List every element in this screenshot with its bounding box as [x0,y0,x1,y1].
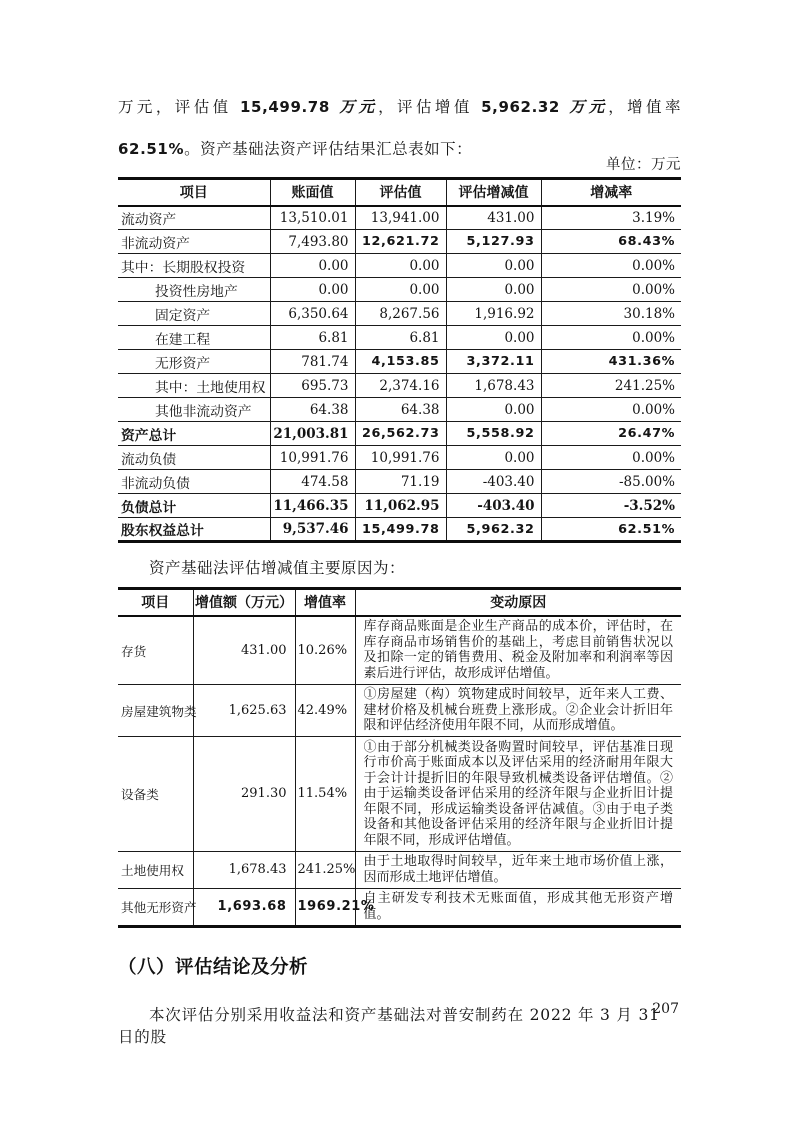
book-value-cell: 13,510.01 [270,206,355,230]
increase-rate-cell: 241.25% [295,851,355,888]
change-reasons-table [118,587,681,928]
increase-amount-cell: 431.00 [193,616,295,685]
change-rate-cell: 68.43% [541,230,681,254]
change-reason-cell: 自主研发专利技术无账面值，形成其他无形资产增值。 [355,888,681,926]
table-row [118,374,681,398]
item-cell: 非流动资产 [118,230,270,254]
change-rate-cell: 0.00% [541,398,681,422]
book-value-cell: 9,537.46 [270,518,355,542]
intro-segment: ，评估增值 [378,98,482,116]
book-value-cell: 11,466.35 [270,494,355,518]
book-value-cell: 0.00 [270,278,355,302]
change-rate-cell: 62.51% [541,518,681,542]
table-row [118,302,681,326]
assessed-value-cell: 12,621.72 [355,230,446,254]
change-value-cell: 5,127.93 [446,230,541,254]
table-row [118,446,681,470]
change-value-cell: 5,558.92 [446,422,541,446]
header-change-rate: 增减率 [541,179,681,206]
item-cell: 设备类 [118,737,193,852]
change-rate-cell: 0.00% [541,446,681,470]
assessed-value-cell: 0.00 [355,254,446,278]
book-value-cell: 0.00 [270,254,355,278]
change-value-cell: 0.00 [446,254,541,278]
change-reason-cell: ①房屋建（构）筑物建成时间较早，近年来人工费、建材价格及机械台班费上涨形成。②企业会计折旧年限和评估经济使用年限不同，从而形成增值。 [355,684,681,737]
increase-amount-cell: 291.30 [193,737,295,852]
item-cell: 流动负债 [118,446,270,470]
change-rate-cell: 431.36% [541,350,681,374]
intro-segment: 万元，评估值 [118,98,240,116]
assessed-value-cell: 13,941.00 [355,206,446,230]
change-value-cell: 1,678.43 [446,374,541,398]
item-cell: 股东权益总计 [118,518,270,542]
item-cell: 房屋建筑物类 [118,684,193,737]
change-reason-cell: 由于土地取得时间较早，近年来土地市场价值上涨，因而形成土地评估增值。 [355,851,681,888]
book-value-cell: 695.73 [270,374,355,398]
change-reasons-table-header [118,589,681,616]
table-row [118,470,681,494]
increase-rate-cell: 42.49% [295,684,355,737]
header-assessed-value: 评估值 [355,179,446,206]
increase-amount-cell: 1,625.63 [193,684,295,737]
reasons-intro: 资产基础法评估增减值主要原因为： [149,559,406,577]
change-value-cell: 0.00 [446,398,541,422]
header-increase-amount: 增值额（万元） [193,589,295,616]
table-row [118,684,681,737]
increase-amount-cell: 1,693.68 [193,888,295,926]
item-cell: 流动资产 [118,206,270,230]
intro-segment: 万元 [559,97,609,116]
change-value-cell: 5,962.32 [446,518,541,542]
table-row [118,230,681,254]
section-heading: （八）评估结论及分析 [118,956,309,978]
table-row [118,737,681,852]
book-value-cell: 21,003.81 [270,422,355,446]
asset-summary-table [118,177,681,543]
change-rate-cell: 0.00% [541,326,681,350]
assessed-value-cell: 8,267.56 [355,302,446,326]
intro-segment: 万元 [329,97,379,116]
book-value-cell: 474.58 [270,470,355,494]
table-row [118,494,681,518]
intro-segment: 15,499.78 [240,98,330,116]
change-rate-cell: 3.19% [541,206,681,230]
header-item: 项目 [118,589,193,616]
change-rate-cell: 26.47% [541,422,681,446]
book-value-cell: 64.38 [270,398,355,422]
page-content [118,0,681,1047]
change-value-cell: 0.00 [446,326,541,350]
intro-segment: ，增值率 [608,98,681,116]
increase-rate-cell: 11.54% [295,737,355,852]
change-value-cell: 3,372.11 [446,350,541,374]
header-change-value: 评估增减值 [446,179,541,206]
closing-paragraph: 本次评估分别采用收益法和资产基础法对普安制药在 2022 年 3 月 31 日的股 [118,1005,660,1046]
book-value-cell: 10,991.76 [270,446,355,470]
item-cell: 资产总计 [118,422,270,446]
table-row [118,616,681,685]
change-reason-cell: ①由于部分机械类设备购置时间较早，评估基准日现行市价高于账面成本以及评估采用的经济耐用年限大于会计计提折旧的年限导致机械类设备评估增值。②由于运输类设备评估采用的经济年限与企业折旧计提年限不同，形成运输类设备评估减值。③由于电子类设备和其他设备评估采用的经济年限与企业折旧计提年限不同，形成评估增值。 [355,737,681,852]
item-cell: 在建工程 [118,326,270,350]
assessed-value-cell: 0.00 [355,278,446,302]
item-cell: 无形资产 [118,350,270,374]
item-cell: 其中：土地使用权 [118,374,270,398]
table-row [118,350,681,374]
book-value-cell: 7,493.80 [270,230,355,254]
unit-label: 单位：万元 [606,157,681,173]
item-cell: 投资性房地产 [118,278,270,302]
asset-summary-table-body [118,206,681,542]
header-row [118,589,681,616]
item-cell: 存货 [118,616,193,685]
change-reason-cell: 库存商品账面是企业生产商品的成本价，评估时，在库存商品市场销售价的基础上，考虑目前销售状况以及扣除一定的销售费用、税金及附加率和利润率等因素后进行评估，故形成评估增值。 [355,616,681,685]
asset-summary-table-header [118,179,681,206]
change-value-cell: 0.00 [446,278,541,302]
assessed-value-cell: 15,499.78 [355,518,446,542]
change-value-cell: 1,916.92 [446,302,541,326]
header-row [118,179,681,206]
table-row [118,326,681,350]
assessed-value-cell: 2,374.16 [355,374,446,398]
header-book-value: 账面值 [270,179,355,206]
item-cell: 土地使用权 [118,851,193,888]
change-rate-cell: 0.00% [541,254,681,278]
assessed-value-cell: 71.19 [355,470,446,494]
page-number: 207 [652,1001,679,1017]
table-row [118,888,681,926]
item-cell: 其他非流动资产 [118,398,270,422]
book-value-cell: 781.74 [270,350,355,374]
change-rate-cell: 0.00% [541,278,681,302]
table-row [118,398,681,422]
item-cell: 其他无形资产 [118,888,193,926]
book-value-cell: 6.81 [270,326,355,350]
change-reasons-table-body [118,616,681,927]
increase-rate-cell: 1969.21% [295,888,355,926]
change-value-cell: 431.00 [446,206,541,230]
increase-rate-cell: 10.26% [295,616,355,685]
header-item: 项目 [118,179,270,206]
header-change-reason: 变动原因 [355,589,681,616]
change-value-cell: -403.40 [446,494,541,518]
item-cell: 固定资产 [118,302,270,326]
change-rate-cell: -3.52% [541,494,681,518]
change-rate-cell: 30.18% [541,302,681,326]
intro-segment: 5,962.32 [481,98,560,116]
change-rate-cell: -85.00% [541,470,681,494]
table-row [118,206,681,230]
item-cell: 非流动负债 [118,470,270,494]
header-increase-rate: 增值率 [295,589,355,616]
table-row [118,278,681,302]
table-row [118,518,681,542]
table-row [118,422,681,446]
intro-segment: 。资产基础法资产评估结果汇总表如下： [184,140,473,158]
table-row [118,254,681,278]
item-cell: 负债总计 [118,494,270,518]
change-value-cell: -403.40 [446,470,541,494]
change-value-cell: 0.00 [446,446,541,470]
assessed-value-cell: 6.81 [355,326,446,350]
assessed-value-cell: 64.38 [355,398,446,422]
assessed-value-cell: 10,991.76 [355,446,446,470]
assessed-value-cell: 26,562.73 [355,422,446,446]
table-row [118,851,681,888]
book-value-cell: 6,350.64 [270,302,355,326]
intro-segment: 62.51% [118,140,185,158]
assessed-value-cell: 11,062.95 [355,494,446,518]
change-rate-cell: 241.25% [541,374,681,398]
assessed-value-cell: 4,153.85 [355,350,446,374]
item-cell: 其中：长期股权投资 [118,254,270,278]
increase-amount-cell: 1,678.43 [193,851,295,888]
